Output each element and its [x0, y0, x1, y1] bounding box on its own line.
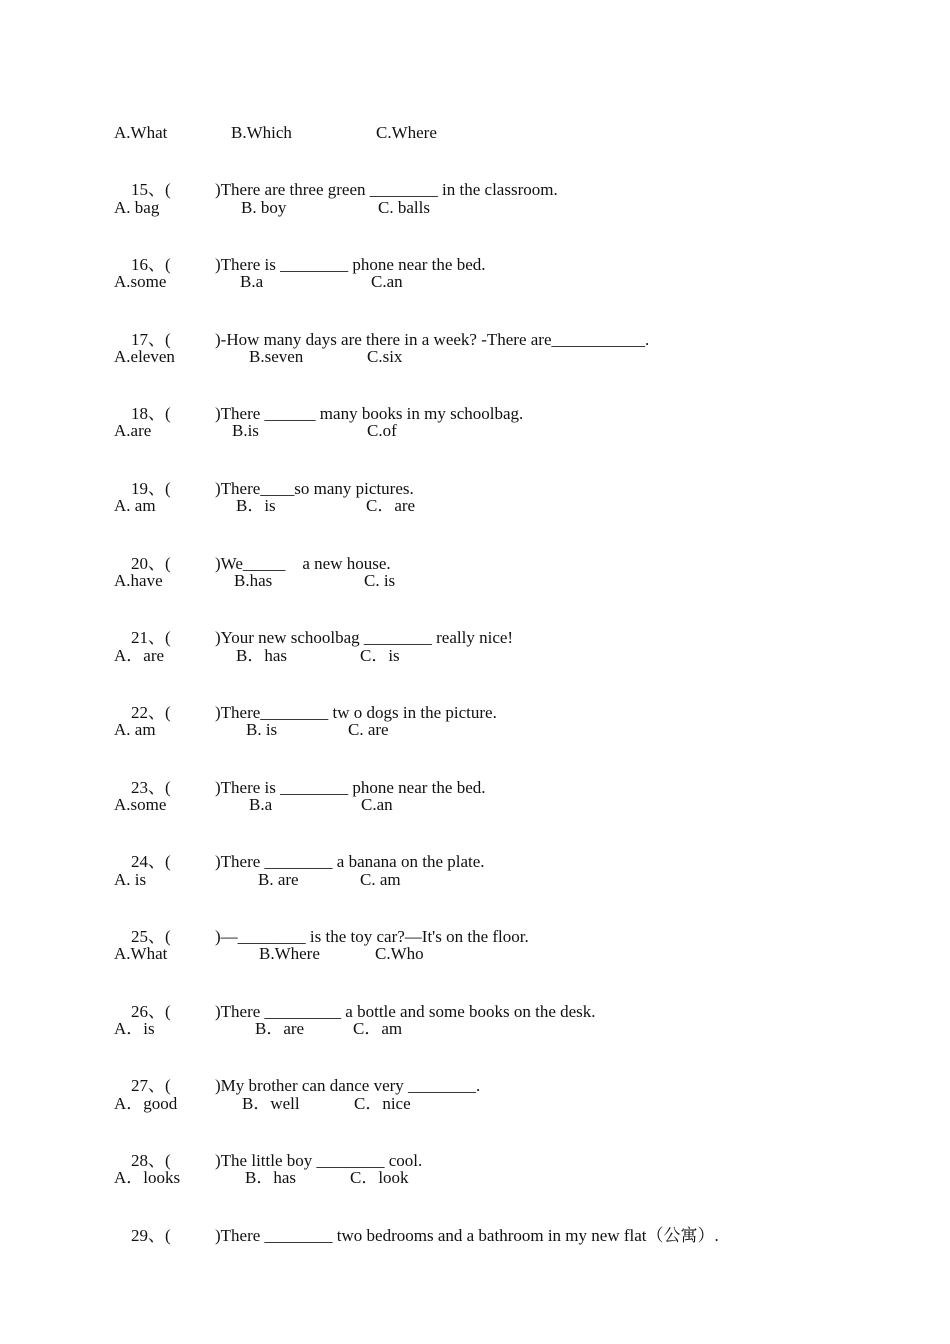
- question-number: 26、(: [131, 1002, 171, 1021]
- option-b: B．are: [255, 1019, 305, 1038]
- question-number: 21、(: [131, 628, 171, 647]
- option-c: C.an: [361, 795, 393, 814]
- option-a: A.What: [114, 123, 168, 142]
- option-b: B.is: [232, 421, 259, 440]
- question-stem: )There _________ a bottle and some books on the desk.: [215, 1002, 596, 1021]
- option-a: A.are: [114, 421, 152, 440]
- question-number: 25、(: [131, 927, 171, 946]
- question-number: 22、(: [131, 703, 171, 722]
- question-stem: )There________ tw o dogs in the picture.: [215, 703, 497, 722]
- option-b: B.Which: [231, 123, 292, 142]
- option-c: C.Where: [376, 123, 437, 142]
- option-c: C．nice: [354, 1094, 411, 1113]
- option-b: B.seven: [249, 347, 304, 366]
- option-c: C．am: [353, 1019, 403, 1038]
- option-c: C. balls: [378, 198, 430, 217]
- option-b: B．is: [236, 496, 276, 515]
- option-b: B.has: [234, 571, 273, 590]
- question-number: 16、(: [131, 255, 171, 274]
- option-b: B. is: [246, 720, 278, 739]
- question-number: 19、(: [131, 479, 171, 498]
- question-number: 15、(: [131, 180, 171, 199]
- question-stem: )My brother can dance very ________.: [215, 1076, 481, 1095]
- question-15: [114, 160, 558, 220]
- question-stem: )There is ________ phone near the bed.: [215, 778, 486, 797]
- option-a: A.some: [114, 795, 167, 814]
- option-c: C.of: [367, 421, 397, 440]
- question-stem: )There____so many pictures.: [215, 479, 414, 498]
- question-number: 20、(: [131, 554, 171, 573]
- question-number: 23、(: [131, 778, 171, 797]
- option-b: B. boy: [241, 198, 287, 217]
- question-number: 29、(: [131, 1226, 171, 1245]
- question-stem: )There ________ a banana on the plate.: [215, 852, 485, 871]
- option-a: A. bag: [114, 198, 160, 217]
- question-29: [114, 1206, 719, 1266]
- question-number: 24、(: [131, 852, 171, 871]
- question-stem: )There is ________ phone near the bed.: [215, 255, 486, 274]
- option-b: B．has: [236, 646, 287, 665]
- option-c: C.six: [367, 347, 403, 366]
- question-21: [114, 608, 513, 668]
- option-c: C．is: [360, 646, 400, 665]
- option-c: C．are: [366, 496, 416, 515]
- question-stem: )There are three green ________ in the classroom.: [215, 180, 558, 199]
- option-c: C.Who: [375, 944, 424, 963]
- question-stem: )Your new schoolbag ________ really nice!: [215, 628, 514, 647]
- question-stem: )—________ is the toy car?—It's on the floor.: [215, 927, 529, 946]
- option-a: A.have: [114, 571, 163, 590]
- option-b: B.a: [240, 272, 264, 291]
- question-23: [114, 758, 486, 818]
- question-16: [114, 235, 486, 295]
- option-a: A．looks: [114, 1168, 181, 1187]
- option-a: A. is: [114, 870, 147, 889]
- question-number: 18、(: [131, 404, 171, 423]
- option-a: A. am: [114, 496, 156, 515]
- question-stem: )We_____ a new house.: [215, 554, 391, 573]
- option-b: B.Where: [259, 944, 320, 963]
- option-c: C．look: [350, 1168, 409, 1187]
- question-24: [114, 832, 485, 892]
- option-c: C.an: [371, 272, 403, 291]
- option-a: A.eleven: [114, 347, 175, 366]
- option-b: B．well: [242, 1094, 300, 1113]
- question-stem: )There ________ two bedrooms and a bathroom in my new flat（公寓）.: [215, 1226, 719, 1245]
- option-a: A．are: [114, 646, 165, 665]
- option-a: A.What: [114, 944, 168, 963]
- option-a: A. am: [114, 720, 156, 739]
- option-b: B．has: [245, 1168, 296, 1187]
- option-a: A．good: [114, 1094, 178, 1113]
- question-stem: )The little boy ________ cool.: [215, 1151, 423, 1170]
- option-c: C. am: [360, 870, 401, 889]
- question-stem: )There ______ many books in my schoolbag.: [215, 404, 524, 423]
- option-c: C. is: [364, 571, 396, 590]
- question-25: [114, 907, 529, 967]
- question-stem: )-How many days are there in a week? -There are___________.: [215, 330, 650, 349]
- option-a: A．is: [114, 1019, 155, 1038]
- option-c: C. are: [348, 720, 389, 739]
- option-b: B. are: [258, 870, 299, 889]
- question-number: 28、(: [131, 1151, 171, 1170]
- question-18: [114, 384, 523, 444]
- question-22: [114, 683, 497, 743]
- option-a: A.some: [114, 272, 167, 291]
- question-number: 27、(: [131, 1076, 171, 1095]
- option-b: B.a: [249, 795, 273, 814]
- question-number: 17、(: [131, 330, 171, 349]
